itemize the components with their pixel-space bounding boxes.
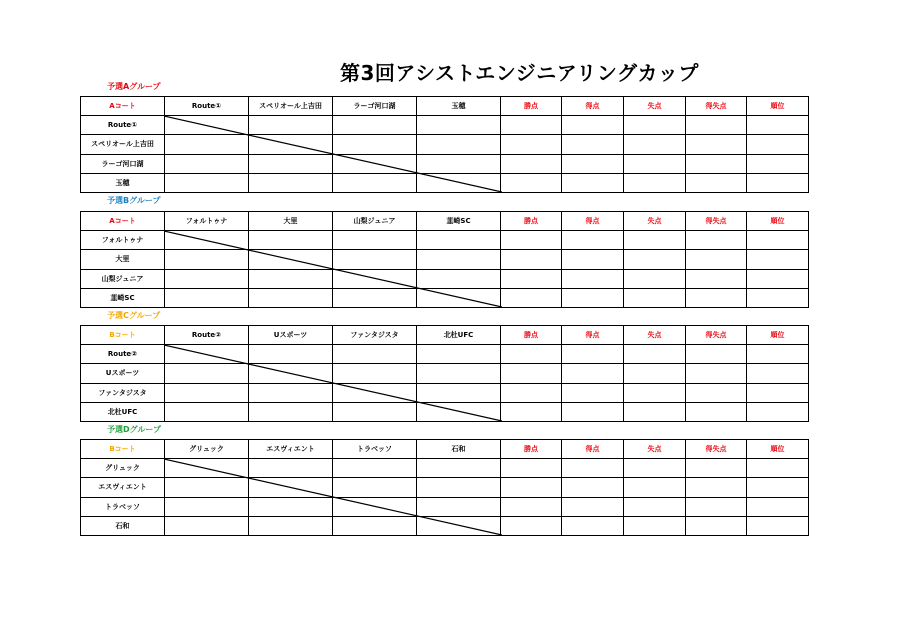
table-row (81, 459, 809, 478)
result-cell[interactable] (417, 250, 501, 269)
stat-column-header: 得失点 (686, 97, 747, 116)
result-cell[interactable] (747, 402, 809, 421)
stat-column-header: 得失点 (686, 212, 747, 231)
result-cell[interactable] (686, 478, 747, 497)
result-cell[interactable] (562, 269, 624, 288)
result-cell[interactable] (333, 135, 417, 154)
stat-column-header: 順位 (747, 212, 809, 231)
table-row (81, 345, 809, 364)
result-cell[interactable] (249, 478, 333, 497)
result-cell[interactable] (417, 135, 501, 154)
result-cell[interactable] (501, 231, 562, 250)
table-row (81, 154, 809, 173)
result-cell[interactable] (501, 516, 562, 535)
table-row (81, 250, 809, 269)
result-cell[interactable] (624, 364, 686, 383)
result-cell[interactable] (686, 116, 747, 135)
header-row (81, 97, 809, 116)
stat-column-header: 順位 (747, 97, 809, 116)
result-cell[interactable] (417, 154, 501, 173)
stat-column-header: 勝点 (501, 440, 562, 459)
result-cell[interactable] (747, 288, 809, 307)
result-cell[interactable] (501, 250, 562, 269)
group-label: 予選Bグループ (107, 196, 161, 205)
result-cell[interactable] (686, 497, 747, 516)
team-column-header: エスヴィエント (249, 440, 333, 459)
result-cell[interactable] (333, 116, 417, 135)
team-column-header: 山梨ジュニア (333, 212, 417, 231)
result-cell[interactable] (562, 459, 624, 478)
result-cell[interactable] (501, 116, 562, 135)
result-cell[interactable] (501, 497, 562, 516)
result-cell[interactable] (417, 516, 501, 535)
result-cell[interactable] (686, 269, 747, 288)
result-cell[interactable] (417, 364, 501, 383)
result-cell[interactable] (562, 231, 624, 250)
result-cell[interactable] (417, 288, 501, 307)
result-cell[interactable] (747, 269, 809, 288)
result-cell[interactable] (624, 116, 686, 135)
result-cell[interactable] (562, 173, 624, 192)
stat-column-header: 得失点 (686, 440, 747, 459)
result-cell[interactable] (249, 135, 333, 154)
team-column-header: グリュック (165, 440, 249, 459)
result-cell[interactable] (165, 345, 249, 364)
result-cell[interactable] (249, 269, 333, 288)
result-cell[interactable] (165, 154, 249, 173)
result-cell[interactable] (747, 173, 809, 192)
result-cell[interactable] (686, 383, 747, 402)
result-cell[interactable] (686, 364, 747, 383)
result-cell[interactable] (249, 231, 333, 250)
result-cell[interactable] (624, 250, 686, 269)
result-cell[interactable] (624, 459, 686, 478)
result-cell[interactable] (624, 402, 686, 421)
result-cell[interactable] (165, 383, 249, 402)
result-cell[interactable] (501, 288, 562, 307)
result-cell[interactable] (417, 402, 501, 421)
result-cell[interactable] (333, 231, 417, 250)
result-cell[interactable] (249, 383, 333, 402)
result-cell[interactable] (249, 516, 333, 535)
result-cell[interactable] (624, 345, 686, 364)
court-cell: Aコート (81, 212, 165, 231)
table-row (81, 288, 809, 307)
stat-column-header: 順位 (747, 440, 809, 459)
table-row (81, 135, 809, 154)
table-row (81, 231, 809, 250)
result-cell[interactable] (501, 402, 562, 421)
result-cell[interactable] (333, 383, 417, 402)
result-cell[interactable] (249, 459, 333, 478)
team-column-header: ラーゴ河口湖 (333, 97, 417, 116)
team-column-header: 石和 (417, 440, 501, 459)
result-cell[interactable] (249, 250, 333, 269)
result-cell[interactable] (562, 250, 624, 269)
team-row-header: 北杜UFC (81, 402, 165, 421)
result-cell[interactable] (562, 516, 624, 535)
team-column-header: Route② (165, 326, 249, 345)
result-cell[interactable] (333, 250, 417, 269)
result-cell[interactable] (501, 364, 562, 383)
result-cell[interactable] (249, 288, 333, 307)
stat-column-header: 得失点 (686, 326, 747, 345)
result-cell[interactable] (747, 135, 809, 154)
result-cell[interactable] (686, 516, 747, 535)
stat-column-header: 失点 (624, 212, 686, 231)
team-row-header: フォルトゥナ (81, 231, 165, 250)
table-row (81, 402, 809, 421)
team-row-header: スペリオール上吉田 (81, 135, 165, 154)
result-cell[interactable] (747, 345, 809, 364)
result-cell[interactable] (165, 364, 249, 383)
result-cell[interactable] (501, 269, 562, 288)
team-column-header: Uスポーツ (249, 326, 333, 345)
result-cell[interactable] (747, 459, 809, 478)
result-cell[interactable] (686, 231, 747, 250)
team-row-header: Route① (81, 116, 165, 135)
result-cell[interactable] (624, 269, 686, 288)
team-row-header: 山梨ジュニア (81, 269, 165, 288)
table-row (81, 497, 809, 516)
team-column-header: 北杜UFC (417, 326, 501, 345)
result-cell[interactable] (165, 116, 249, 135)
result-cell[interactable] (624, 154, 686, 173)
result-cell[interactable] (562, 497, 624, 516)
result-cell[interactable] (417, 173, 501, 192)
result-cell[interactable] (249, 154, 333, 173)
result-cell[interactable] (501, 478, 562, 497)
result-cell[interactable] (747, 231, 809, 250)
result-cell[interactable] (501, 383, 562, 402)
result-cell[interactable] (165, 516, 249, 535)
court-cell: Aコート (81, 97, 165, 116)
header-row (81, 212, 809, 231)
team-column-header: トラベッソ (333, 440, 417, 459)
team-row-header: Route② (81, 345, 165, 364)
team-row-header: 石和 (81, 516, 165, 535)
result-cell[interactable] (624, 135, 686, 154)
stat-column-header: 失点 (624, 440, 686, 459)
table-row (81, 364, 809, 383)
group-label: 予選Dグループ (107, 425, 161, 434)
result-cell[interactable] (333, 364, 417, 383)
result-cell[interactable] (501, 459, 562, 478)
result-cell[interactable] (562, 116, 624, 135)
result-cell[interactable] (333, 154, 417, 173)
stat-column-header: 得点 (562, 440, 624, 459)
result-cell[interactable] (686, 402, 747, 421)
team-column-header: フォルトゥナ (165, 212, 249, 231)
team-column-header: Route① (165, 97, 249, 116)
result-cell[interactable] (165, 173, 249, 192)
table-row (81, 383, 809, 402)
result-cell[interactable] (165, 135, 249, 154)
header-row (81, 440, 809, 459)
court-cell: Bコート (81, 440, 165, 459)
result-cell[interactable] (686, 459, 747, 478)
result-cell[interactable] (686, 345, 747, 364)
result-cell[interactable] (333, 288, 417, 307)
group-table (80, 325, 809, 422)
group-table (80, 439, 809, 536)
team-column-header: 玉穂 (417, 97, 501, 116)
result-cell[interactable] (562, 383, 624, 402)
result-cell[interactable] (501, 135, 562, 154)
table-row (81, 173, 809, 192)
result-cell[interactable] (165, 478, 249, 497)
stat-column-header: 得点 (562, 97, 624, 116)
team-column-header: 大里 (249, 212, 333, 231)
result-cell[interactable] (624, 383, 686, 402)
page-title: 第3回アシストエンジニアリングカップ (340, 61, 699, 85)
team-row-header: ラーゴ河口湖 (81, 154, 165, 173)
result-cell[interactable] (624, 231, 686, 250)
result-cell[interactable] (333, 478, 417, 497)
result-cell[interactable] (624, 516, 686, 535)
result-cell[interactable] (165, 402, 249, 421)
result-cell[interactable] (417, 497, 501, 516)
result-cell[interactable] (165, 497, 249, 516)
result-cell[interactable] (165, 250, 249, 269)
stat-column-header: 失点 (624, 97, 686, 116)
result-cell[interactable] (562, 364, 624, 383)
court-cell: Bコート (81, 326, 165, 345)
result-cell[interactable] (333, 497, 417, 516)
result-cell[interactable] (333, 173, 417, 192)
stat-column-header: 失点 (624, 326, 686, 345)
group-table (80, 96, 809, 193)
table-row (81, 516, 809, 535)
result-cell[interactable] (249, 402, 333, 421)
result-cell[interactable] (501, 345, 562, 364)
result-cell[interactable] (624, 497, 686, 516)
team-row-header: エスヴィエント (81, 478, 165, 497)
team-column-header: スペリオール上吉田 (249, 97, 333, 116)
result-cell[interactable] (165, 231, 249, 250)
result-cell[interactable] (249, 345, 333, 364)
result-cell[interactable] (562, 478, 624, 497)
group-label: 予選Aグループ (107, 82, 161, 91)
result-cell[interactable] (333, 459, 417, 478)
result-cell[interactable] (249, 173, 333, 192)
result-cell[interactable] (686, 173, 747, 192)
result-cell[interactable] (417, 345, 501, 364)
result-cell[interactable] (333, 269, 417, 288)
stat-column-header: 得点 (562, 326, 624, 345)
result-cell[interactable] (417, 459, 501, 478)
result-cell[interactable] (686, 135, 747, 154)
result-cell[interactable] (417, 116, 501, 135)
result-cell[interactable] (686, 288, 747, 307)
result-cell[interactable] (624, 173, 686, 192)
result-cell[interactable] (249, 497, 333, 516)
result-cell[interactable] (333, 345, 417, 364)
team-row-header: 韮崎SC (81, 288, 165, 307)
result-cell[interactable] (417, 269, 501, 288)
result-cell[interactable] (747, 250, 809, 269)
result-cell[interactable] (333, 402, 417, 421)
result-cell[interactable] (501, 154, 562, 173)
result-cell[interactable] (562, 288, 624, 307)
group-table (80, 211, 809, 308)
team-column-header: 韮崎SC (417, 212, 501, 231)
result-cell[interactable] (417, 478, 501, 497)
result-cell[interactable] (249, 116, 333, 135)
result-cell[interactable] (249, 364, 333, 383)
stat-column-header: 勝点 (501, 212, 562, 231)
result-cell[interactable] (624, 478, 686, 497)
result-cell[interactable] (417, 231, 501, 250)
result-cell[interactable] (686, 154, 747, 173)
result-cell[interactable] (165, 269, 249, 288)
result-cell[interactable] (417, 383, 501, 402)
result-cell[interactable] (747, 497, 809, 516)
team-row-header: グリュック (81, 459, 165, 478)
result-cell[interactable] (165, 288, 249, 307)
result-cell[interactable] (501, 173, 562, 192)
result-cell[interactable] (562, 135, 624, 154)
result-cell[interactable] (747, 364, 809, 383)
team-column-header: ファンタジスタ (333, 326, 417, 345)
stat-column-header: 勝点 (501, 326, 562, 345)
result-cell[interactable] (747, 516, 809, 535)
team-row-header: 大里 (81, 250, 165, 269)
result-cell[interactable] (165, 459, 249, 478)
result-cell[interactable] (562, 402, 624, 421)
result-cell[interactable] (747, 478, 809, 497)
result-cell[interactable] (562, 345, 624, 364)
stat-column-header: 順位 (747, 326, 809, 345)
result-cell[interactable] (686, 250, 747, 269)
table-row (81, 116, 809, 135)
result-cell[interactable] (747, 116, 809, 135)
result-cell[interactable] (333, 516, 417, 535)
result-cell[interactable] (624, 288, 686, 307)
team-row-header: Uスポーツ (81, 364, 165, 383)
result-cell[interactable] (562, 154, 624, 173)
stat-column-header: 勝点 (501, 97, 562, 116)
result-cell[interactable] (747, 383, 809, 402)
team-row-header: 玉穂 (81, 173, 165, 192)
team-row-header: ファンタジスタ (81, 383, 165, 402)
group-label: 予選Cグループ (107, 311, 161, 320)
table-row (81, 269, 809, 288)
result-cell[interactable] (747, 154, 809, 173)
header-row (81, 326, 809, 345)
team-row-header: トラベッソ (81, 497, 165, 516)
table-row (81, 478, 809, 497)
stat-column-header: 得点 (562, 212, 624, 231)
